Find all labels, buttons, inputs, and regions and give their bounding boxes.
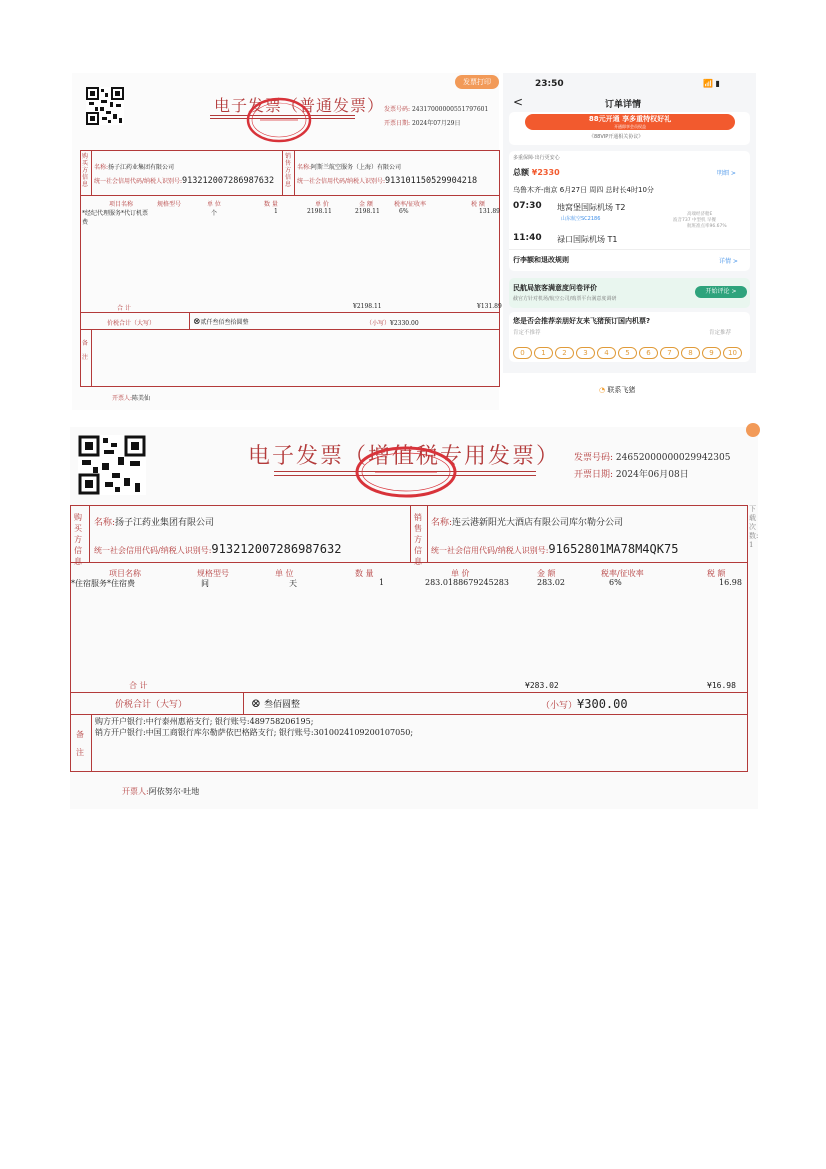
baggage-rules[interactable]: 行李额和退改规则 (513, 256, 569, 264)
item-name: *住宿服务*住宿费 (71, 579, 135, 588)
invoice-no (574, 450, 730, 463)
baggage-link[interactable]: 详情 > (719, 258, 738, 265)
promo-agreement[interactable]: 《88VIP开通相关协议》 (589, 134, 644, 140)
issuer-value: 陈美仙 (132, 395, 151, 402)
col-header: 单 价 (451, 569, 470, 578)
sum-small (366, 318, 419, 327)
invoice-no-label: 发票号码: (384, 106, 411, 113)
survey-title: 民航局旅客满意度问卷评价 (513, 284, 597, 292)
total-amount: ¥283.02 (525, 681, 559, 690)
total-label: 合 计 (117, 305, 131, 312)
buyer-side-label: 购买方信息 (74, 513, 82, 566)
invoice-table (70, 505, 748, 772)
score-option[interactable]: 9 (702, 347, 721, 359)
item-rate: 6% (399, 208, 409, 215)
chat-icon: ◔ (599, 386, 606, 394)
order-card (509, 151, 750, 271)
survey-sub: 截官方针对机场/航空公司/购票平台满意度调研 (513, 296, 617, 302)
page-title: 订单详情 (605, 100, 642, 110)
buyer-tax (94, 542, 341, 556)
item-unit: 天 (289, 579, 297, 588)
score-option[interactable]: 1 (534, 347, 553, 359)
score-option[interactable]: 6 (639, 347, 658, 359)
seller-name-value: 阿斯兰航空服务（上海）有限公司 (311, 164, 402, 171)
sum-small-label: （小写） (366, 320, 391, 327)
buyer-tax-value: 913212007286987632 (211, 542, 342, 556)
item-unit: 个 (211, 210, 218, 217)
invoice-date (574, 467, 689, 480)
cross-circle-icon: ⊗ (193, 317, 201, 327)
invoice-no-label: 发票号码: (574, 453, 614, 463)
item-qty: 1 (274, 208, 278, 215)
date-value: 2024年06月08日 (615, 470, 689, 480)
score-option[interactable]: 8 (681, 347, 700, 359)
score-option[interactable]: 7 (660, 347, 679, 359)
recommend-question: 您是否会推荐亲朋好友来飞猪预订国内机票? (513, 317, 651, 325)
col-header: 项目名称 (109, 201, 134, 208)
col-header: 单 位 (275, 569, 294, 578)
date-label: 开票日期: (574, 470, 614, 480)
item-name-cont: 费 (82, 219, 89, 226)
survey-button[interactable]: 开始评论 > (695, 286, 747, 298)
seller-tax (431, 542, 678, 556)
invoice-no-value: 24317000000551797601 (411, 106, 489, 113)
bottom-bar (503, 373, 756, 410)
col-header: 单 价 (315, 201, 329, 208)
buyer-tax-cut: 2 (269, 176, 275, 186)
item-name: *经纪代理服务*代订机票 (82, 210, 149, 217)
invoice-title: 电子发票（普通发票） (214, 96, 385, 115)
invoice-2 (70, 427, 758, 809)
sum-label: 价税合计（大写） (115, 700, 188, 710)
buyer-name-label: 名称: (94, 518, 116, 528)
dep-airport: 地窝堡国际机场 T2 (557, 203, 626, 212)
sum-words-value: 贰仟叁佰叁拾圆整 (200, 319, 249, 326)
promo-button-label: 88元开通 享多重特权好礼 (588, 115, 672, 123)
col-header: 规格型号 (157, 201, 182, 208)
remark-line-1: 购方开户银行:中行泰州惠裕支行; 银行账号:489758206195; (95, 717, 314, 726)
buyer-side-label: 购买方信息 (82, 153, 89, 188)
cabin: 高端经济舱E (687, 212, 713, 217)
item-tax: 131.89 (479, 208, 500, 215)
issuer (112, 393, 150, 402)
item-rate: 6% (609, 578, 622, 587)
sum-label: 价税合计（大写） (107, 320, 156, 327)
seller-tax-label: 统一社会信用代码/纳税人识别号: (431, 546, 549, 555)
contact-label: 联系飞猪 (607, 386, 636, 394)
col-header: 税 额 (471, 201, 485, 208)
date-label: 开票日期: (384, 120, 411, 127)
total-tax: ¥16.98 (707, 681, 736, 690)
col-header: 金 额 (359, 201, 373, 208)
col-header: 项目名称 (109, 569, 141, 578)
total-label: 总额 (513, 168, 529, 177)
seller-side-label: 销售方信息 (285, 153, 292, 188)
route: 乌鲁木齐-南京 6月27日 周四 总时长4时10分 (513, 186, 654, 194)
seller-name (297, 162, 401, 171)
buyer-name (94, 515, 214, 528)
invoice-no-value: 24652000000029942305 (615, 453, 731, 463)
seller-name-value: 连云港新阳光大酒店有限公司库尔勒分公司 (452, 518, 624, 528)
back-icon[interactable]: < (513, 95, 524, 109)
seller-tax-value: 91652801MA78M4QK75 (548, 542, 679, 556)
score-option[interactable]: 3 (576, 347, 595, 359)
survey-card (509, 278, 750, 308)
item-qty: 1 (379, 578, 385, 587)
score-option[interactable]: 0 (513, 347, 532, 359)
col-header: 规格型号 (197, 569, 229, 578)
seller-name-label: 名称: (297, 164, 312, 171)
col-header: 金 额 (537, 569, 556, 578)
issuer-value: 阿依努尔·吐地 (148, 787, 200, 796)
sum-words (193, 317, 249, 327)
col-header: 税率/征收率 (601, 569, 644, 578)
seller-tax-value: 913101150529904218 (385, 176, 478, 186)
remark-line-2: 销方开户银行:中国工商银行库尔勒萨依巴格路支行; 银行账号:3010024109200107050; (95, 728, 414, 737)
invoice-date (384, 118, 461, 127)
phone-order-screen (503, 73, 756, 410)
total-value: ¥2330 (531, 168, 560, 177)
buyer-name (94, 162, 174, 171)
sum-words-value: 叁佰圆整 (263, 700, 300, 710)
corner-badge (746, 423, 760, 437)
invoice-table (80, 150, 500, 387)
score-option[interactable]: 5 (618, 347, 637, 359)
tax-seal (353, 445, 459, 499)
col-header: 数 量 (264, 201, 278, 208)
recommend: 肯定推荐 (709, 330, 732, 336)
download-count: 下载次数: 1 (749, 505, 759, 549)
cross-circle-icon: ⊗ (251, 696, 262, 710)
issuer (122, 786, 199, 797)
not-recommend: 肯定不推荐 (513, 330, 541, 336)
qr-code (86, 87, 124, 125)
col-header: 单 位 (207, 201, 221, 208)
col-header: 税率/征收率 (394, 201, 427, 208)
col-header: 税 额 (707, 569, 726, 578)
contact-button[interactable] (599, 385, 635, 395)
item-tax: 16.98 (719, 578, 742, 587)
badge-print[interactable] (455, 75, 499, 89)
item-amount: 2198.11 (355, 208, 380, 215)
print-label: 发票打印 (463, 78, 491, 86)
score-option[interactable]: 4 (597, 347, 616, 359)
sum-small-value: ¥300.00 (577, 697, 628, 711)
seller-tax-label: 统一社会信用代码/纳税人识别号: (297, 178, 386, 185)
buyer-tax-label: 统一社会信用代码/纳税人识别号: (94, 178, 183, 185)
sum-small-label: （小写） (541, 701, 578, 711)
total-amount: ¥2198.11 (353, 303, 382, 310)
buyer-tax-value: 91321200728698763 (182, 176, 270, 186)
promo-sub: 开通即享会员权益 (614, 124, 646, 129)
promo-button[interactable] (525, 114, 735, 130)
issuer-label: 开票人: (112, 395, 133, 402)
total-tax: ¥131.89 (477, 303, 502, 310)
seller-name (431, 515, 623, 528)
sum-small-value: ¥2330.00 (390, 320, 419, 327)
qr-code (78, 435, 146, 495)
col-header: 数 量 (355, 569, 374, 578)
status-icons: 📶 ▮ (703, 79, 720, 88)
score-option[interactable]: 2 (555, 347, 574, 359)
promo-card (509, 112, 750, 145)
date-value: 2024年07月29日 (411, 120, 461, 127)
remarks-label: 备注 (76, 730, 84, 757)
plane: 波音737 中型机 早餐 (673, 218, 716, 223)
score-row (513, 340, 744, 359)
seller-name-label: 名称: (431, 518, 453, 528)
buyer-name-value: 扬子江药业集团有限公司 (115, 518, 215, 528)
item-amount: 283.02 (537, 578, 565, 587)
buyer-name-value: 扬子江药业集团有限公司 (108, 164, 175, 171)
tax-seal (244, 95, 314, 145)
dep-time: 07:30 (513, 201, 542, 211)
issuer-label: 开票人: (122, 787, 149, 796)
sum-words (251, 696, 300, 710)
invoice-title: 电子发票（增值税专用发票） (248, 444, 561, 469)
ontime: 航班准点率96.67% (687, 224, 727, 229)
invoice-no (384, 104, 488, 113)
arr-time: 11:40 (513, 233, 542, 243)
total-label: 合 计 (129, 681, 148, 690)
recommend-card (509, 312, 750, 362)
item-price: 283.0188679245283 (425, 578, 509, 587)
order-total (513, 167, 560, 178)
sum-small (541, 697, 628, 711)
airline: 山东航空SC2186 (561, 216, 601, 222)
detail-link[interactable]: 明细 > (717, 170, 736, 177)
guarantee-tag: 多重保障·出行更安心 (513, 155, 560, 161)
buyer-tax-label: 统一社会信用代码/纳税人识别号: (94, 546, 212, 555)
seller-tax (297, 176, 477, 186)
item-spec: 间 (201, 579, 209, 588)
item-price: 2198.11 (307, 208, 332, 215)
score-option[interactable]: 10 (723, 347, 742, 359)
buyer-tax (94, 176, 274, 186)
remarks-label: 备注 (82, 340, 89, 361)
invoice-1 (72, 73, 502, 410)
arr-airport: 禄口国际机场 T1 (557, 235, 618, 244)
buyer-name-label: 名称: (94, 164, 109, 171)
seller-side-label: 销售方信息 (414, 513, 422, 566)
status-time: 23:50 (535, 79, 564, 89)
